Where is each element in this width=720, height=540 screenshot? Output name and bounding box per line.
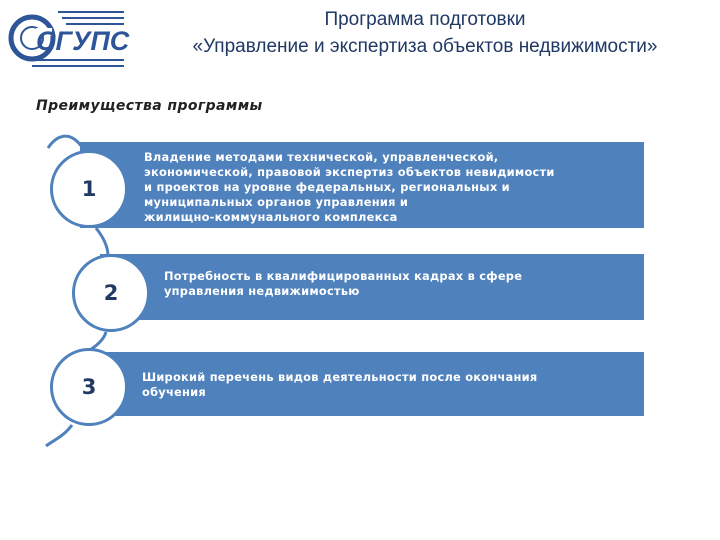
university-logo [6, 4, 130, 72]
advantage-1-line: жилищно-коммунального комплекса [144, 210, 398, 224]
advantage-number-2: 2 [72, 254, 150, 332]
section-heading: Преимущества программы [36, 98, 263, 114]
title-line-1: Программа подготовки [324, 9, 526, 30]
advantage-1-line: муниципальных органов управления и [144, 195, 409, 209]
advantage-3-line: обучения [142, 385, 206, 399]
advantage-number-3: 3 [50, 348, 128, 426]
advantage-number-1: 1 [50, 150, 128, 228]
logo-graphic [6, 4, 130, 72]
advantage-band-2 [100, 254, 644, 320]
page-title [130, 6, 720, 60]
advantage-band-3 [80, 352, 644, 416]
advantage-1-line: экономической, правовой экспертиз объектов невидимости [144, 165, 555, 179]
advantage-3-line: Широкий перечень видов деятельности после окончания [142, 370, 538, 384]
title-line-2: «Управление и экспертиза объектов недвижимости» [192, 36, 658, 57]
advantage-1-line: Владение методами технической, управленческой, [144, 150, 499, 164]
logo-text: СГУПС [36, 26, 130, 56]
advantage-2-line: управления недвижимостью [164, 284, 360, 298]
advantage-2-line: Потребность в квалифицированных кадрах в сфере [164, 269, 523, 283]
advantage-band-1 [80, 142, 644, 228]
advantage-1-line: и проектов на уровне федеральных, региональных и [144, 180, 510, 194]
